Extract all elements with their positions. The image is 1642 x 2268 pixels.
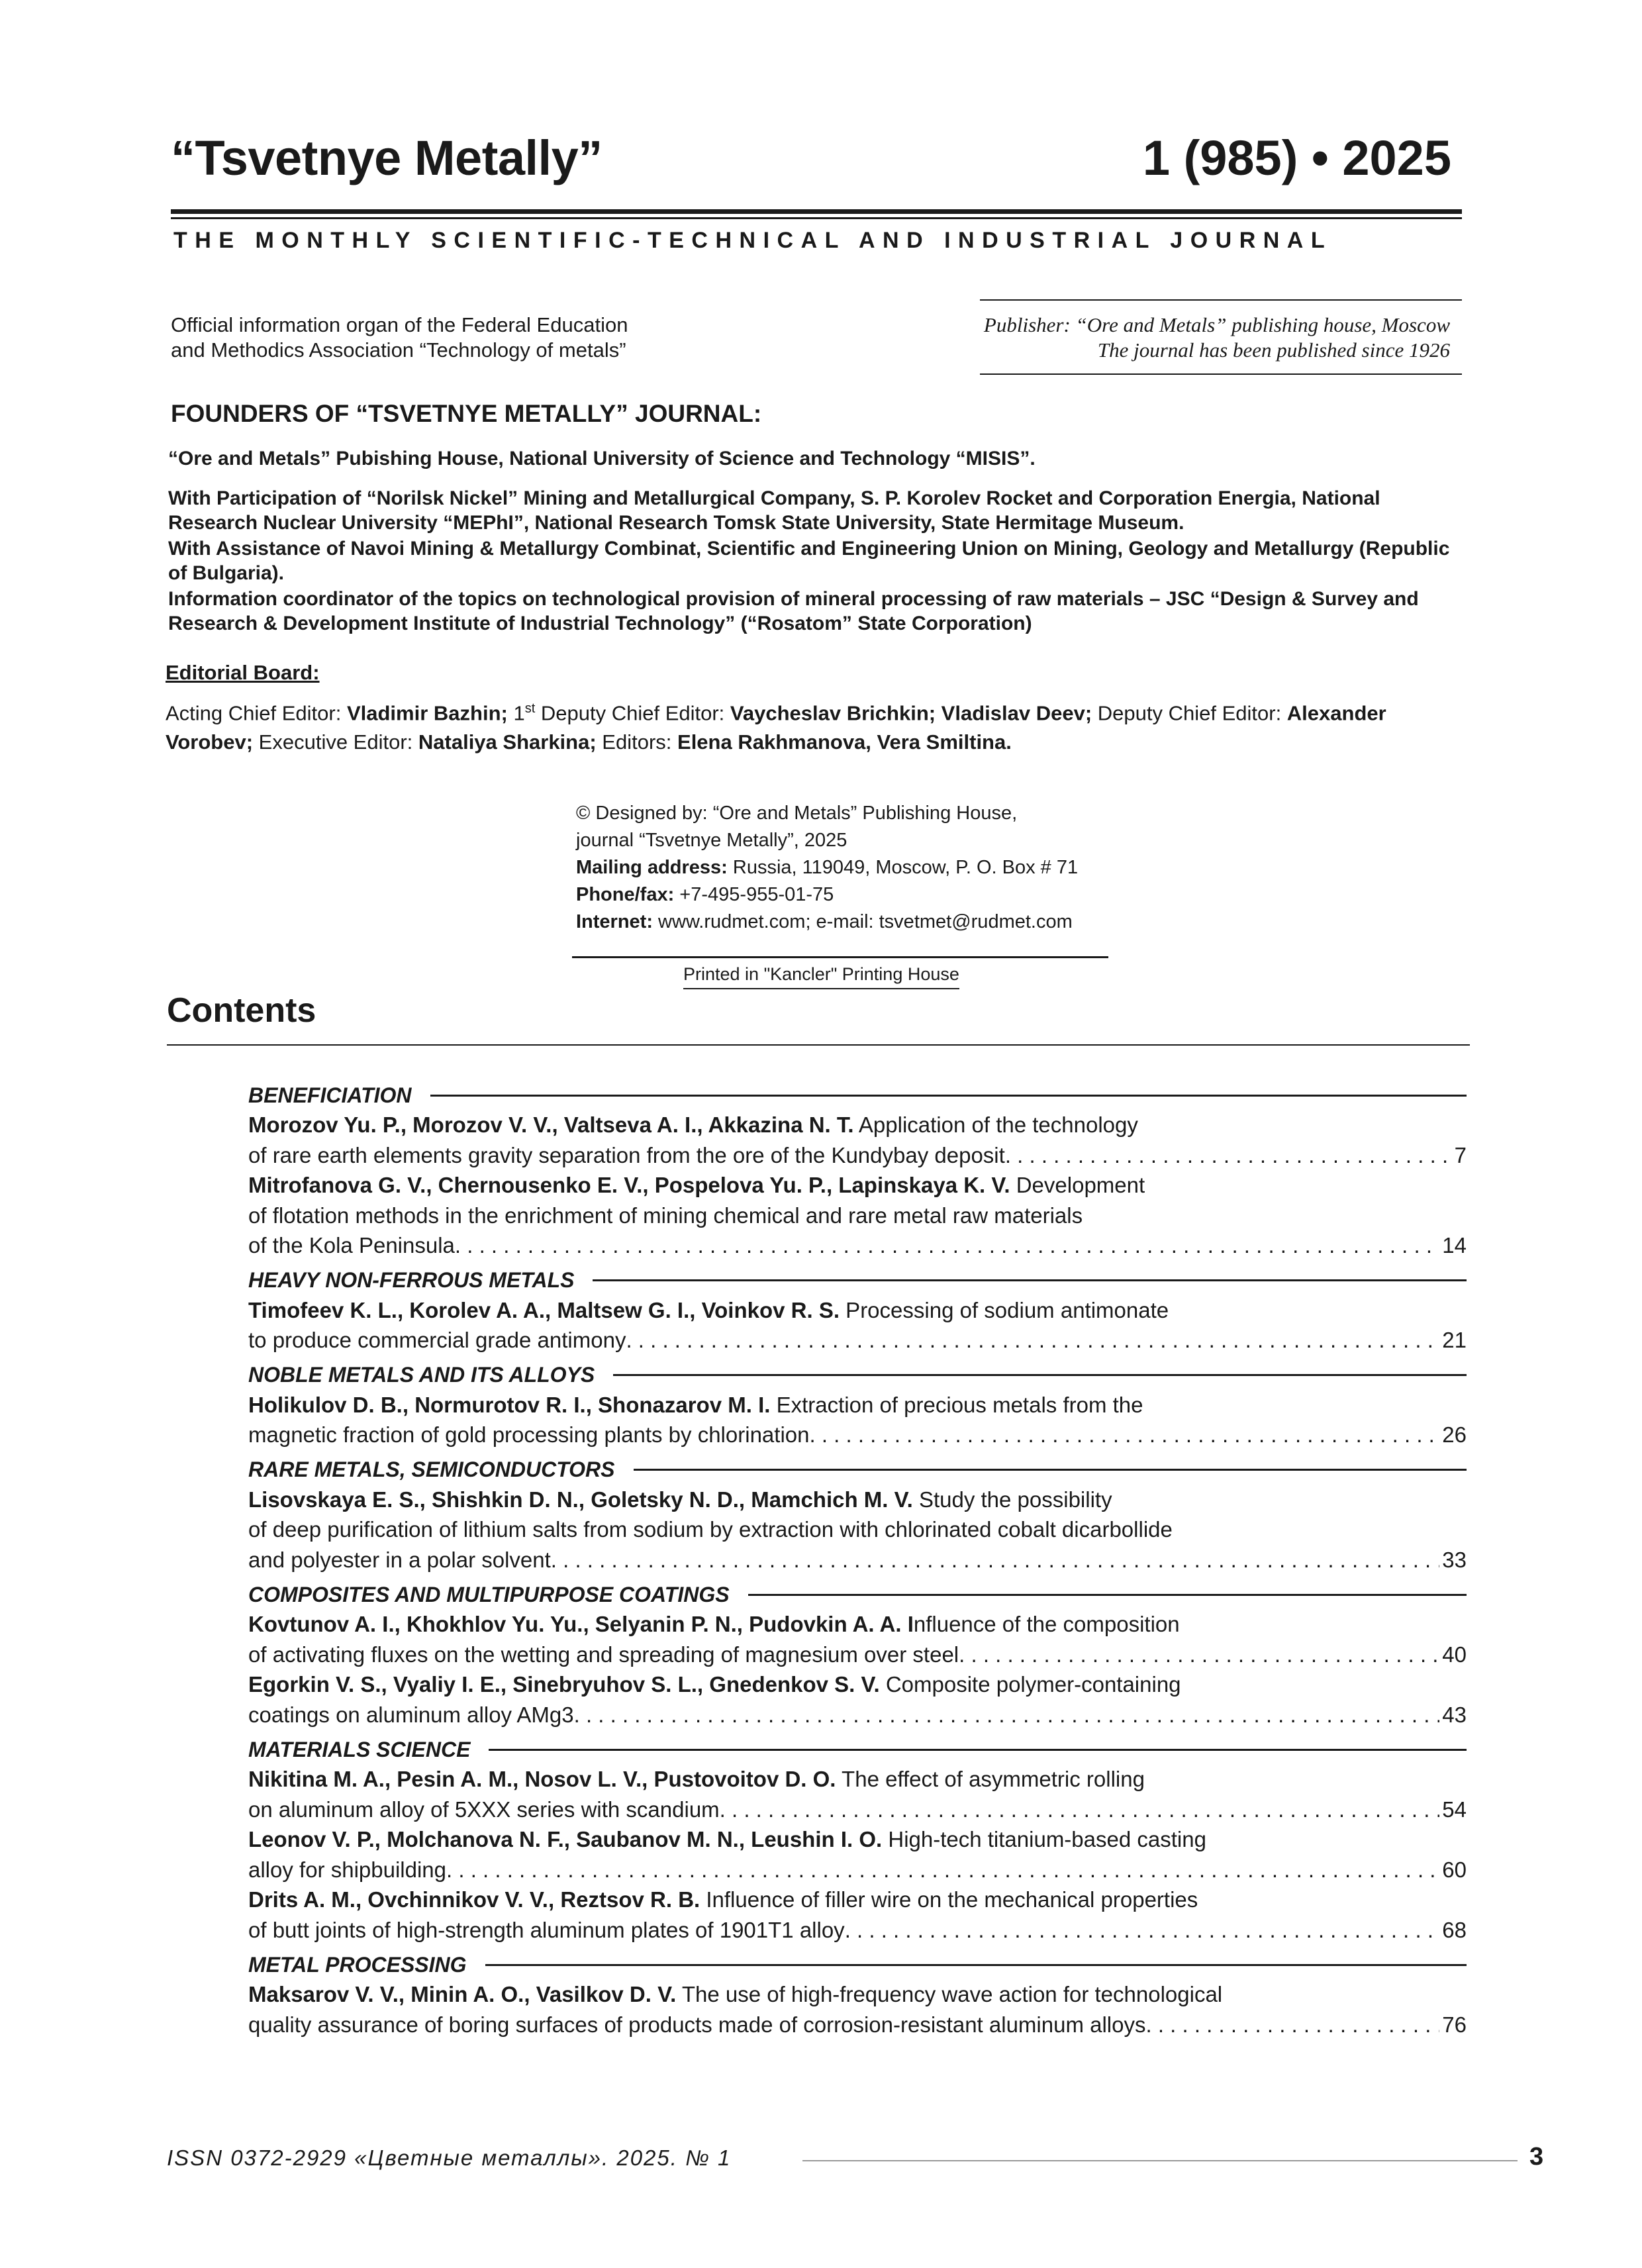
entry-title-start: Extraction of precious metals from the [770,1392,1143,1417]
entry-page-number: 14 [1442,1233,1467,1257]
mailing-label: Mailing address: [576,857,728,878]
entry-page-number: 26 [1442,1422,1467,1447]
section-title: METAL PROCESSING [248,1952,467,1977]
entry-title-end: alloy for shipbuilding [248,1857,447,1882]
mailing-address [576,854,1145,881]
masthead-rule-thin [171,217,1462,219]
section-rule [613,1374,1467,1376]
publisher-rule-bottom [980,373,1462,375]
entry-authors: Nikitina M. A., Pesin A. M., Nosov L. V., Pustovoitov D. O. [248,1767,836,1791]
publisher-line: The journal has been published since 1926 [1097,338,1450,362]
entry-last-line [248,1915,1467,1946]
entry-last-line [248,1420,1467,1450]
entry-last-line [248,1230,1467,1261]
entry-title-end: quality assurance of boring surfaces of products made of corrosion-resistant aluminum alloys [248,2012,1146,2037]
entry-page-number: 40 [1442,1642,1467,1667]
entry-title-line: of deep purification of lithium salts from sodium by extraction with chlorinated cobalt dicarbollide [248,1517,1173,1542]
entry-title-end: of the Kola Peninsula [248,1233,455,1257]
toc-section-heading [248,1081,1467,1110]
internet-label: Internet: [576,911,653,932]
entry-authors: Egorkin V. S., Vyaliy I. E., Sinebryuhov S. L., Gnedenkov S. V. [248,1672,880,1697]
footer-rule [802,2160,1518,2161]
editorial-board-text [166,694,1476,757]
toc-entry[interactable] [248,1485,1467,1575]
role-label: Deputy Chief Editor: [535,701,730,725]
section-rule [430,1095,1467,1097]
masthead-rule [171,209,1462,214]
page-number: 3 [1529,2143,1544,2171]
entry-first-line [248,1390,1467,1420]
entry-title-start: nfluence of the composition [913,1612,1180,1636]
role-label: Executive Editor: [258,730,418,754]
toc-entry[interactable] [248,1824,1467,1885]
entry-last-line [248,1700,1467,1730]
toc-entry[interactable] [248,1390,1467,1450]
entry-last-line [248,1325,1467,1356]
issue-number: 1 (985) • 2025 [1142,130,1451,185]
section-rule [593,1279,1467,1281]
dot-leader [845,1915,1440,1946]
official-info-line: Official information organ of the Federal Education [171,313,628,336]
role-label: Deputy Chief Editor: [1097,701,1287,725]
entry-page-number: 76 [1442,2012,1467,2037]
founders-paragraph: Information coordinator of the topics on technological provision of mineral processing of raw materials – JSC “Design & Survey and Research & Development Institute of Industrial Technology” (“Rosatom” State Corporation) [168,588,1419,634]
entry-first-line [248,1110,1467,1140]
section-rule [489,1749,1467,1751]
ordinal-suffix: st [524,701,536,716]
section-title: HEAVY NON-FERROUS METALS [248,1268,575,1292]
dot-leader [446,1855,1439,1885]
section-title: COMPOSITES AND MULTIPURPOSE COATINGS [248,1582,730,1606]
toc-entry[interactable] [248,1885,1467,1945]
entry-title-end: of rare earth elements gravity separation from the ore of the Kundybay deposit [248,1142,1005,1167]
section-title: BENEFICIATION [248,1083,412,1107]
entry-last-line [248,2010,1467,2040]
toc-section-heading [248,1455,1467,1485]
entry-title-end: magnetic fraction of gold processing plants by chlorination [248,1422,810,1447]
dot-leader [1145,2010,1439,2040]
founders-paragraph: “Ore and Metals” Pubishing House, National University of Science and Technology “MISIS”. [168,448,1036,469]
dot-leader [809,1420,1439,1450]
entry-title-end: to produce commercial grade antimony [248,1328,626,1352]
founders-paragraph: With Assistance of Navoi Mining & Metallurgy Combinat, Scientific and Engineering Union on Mining, Geology and Metallurgy (Republic of Bulgaria). [168,538,1450,584]
entry-authors: Kovtunov A. I., Khokhlov Yu. Yu., Selyanin P. N., Pudovkin A. A. I [248,1612,914,1636]
role-label: Acting Chief Editor: [166,701,347,725]
toc-entry[interactable] [248,1295,1467,1356]
toc-section-heading [248,1580,1467,1609]
entry-first-line [248,1295,1467,1326]
mailing-value: Russia, 119049, Moscow, P. O. Box # 71 [727,857,1079,878]
internet [576,909,1145,936]
entry-title-start: The use of high-frequency wave action for technological [676,1982,1223,2006]
entry-last-line [248,1140,1467,1171]
entry-title-end: on aluminum alloy of 5XXX series with scandium [248,1797,720,1822]
entry-title-end: coatings on aluminum alloy AMg3 [248,1702,574,1727]
official-info-line: and Methodics Association “Technology of metals” [171,338,626,362]
entry-authors: Morozov Yu. P., Morozov V. V., Valtseva A. I., Akkazina N. T. [248,1112,854,1137]
entry-title-start: High-tech titanium-based casting [882,1827,1206,1851]
entry-first-line [248,1824,1467,1855]
entry-authors: Drits A. M., Ovchinnikov V. V., Reztsov R. B. [248,1887,700,1912]
journal-title: “Tsvetnye Metally” [171,130,603,185]
founders-paragraph: With Participation of “Norilsk Nickel” Mining and Metallurgical Company, S. P. Korolev Rocket and Corporation Energia, National Research Nuclear University “MEPhI”, National Research Tomsk State University, State Hermitage Museum. [168,487,1380,534]
dot-leader [1005,1140,1452,1171]
entry-first-line [248,1979,1467,2010]
phone-fax [576,881,1145,909]
entry-title-end: and polyester in a polar solvent [248,1547,551,1572]
dot-leader [551,1545,1440,1575]
section-title: NOBLE METALS AND ITS ALLOYS [248,1363,595,1387]
toc-entry[interactable] [248,1609,1467,1669]
entry-last-line [248,1855,1467,1885]
entry-last-line [248,1640,1467,1670]
printed-by: Printed in "Kancler" Printing House [683,964,959,989]
toc-section-heading [248,1950,1467,1979]
entry-title-end: of butt joints of high-strength aluminum plates of 1901T1 alloy [248,1917,845,1942]
dot-leader [720,1795,1440,1825]
toc-entry[interactable] [248,1110,1467,1170]
entry-first-line [248,1170,1467,1201]
entry-authors: Timofeev K. L., Korolev A. A., Maltsew G. I., Voinkov R. S. [248,1297,840,1322]
section-rule [748,1594,1467,1596]
publisher-rule-top [980,299,1462,301]
section-title: RARE METALS, SEMICONDUCTORS [248,1457,615,1481]
dot-leader [455,1230,1439,1261]
publisher-line: Publisher: “Ore and Metals” publishing house, Moscow [983,313,1450,336]
footer-issn: ISSN 0372-2929 «Цветные металлы». 2025. № 1 [167,2145,732,2170]
colophon [576,800,1145,936]
entry-page-number: 7 [1454,1142,1467,1167]
phone-label: Phone/fax: [576,884,675,905]
toc-entry[interactable] [248,1669,1467,1730]
role-label: Editors: [602,730,678,754]
editor-name: Vaycheslav Brichkin; Vladislav Deev; [730,701,1098,725]
entry-title-start: The effect of asymmetric rolling [836,1767,1145,1791]
table-of-contents [248,1081,1467,2040]
entry-page-number: 43 [1442,1702,1467,1727]
founders-heading: FOUNDERS OF “TSVETNYE METALLY” JOURNAL: [171,400,762,427]
contents-heading: Contents [167,991,316,1030]
entry-title-start: Processing of sodium antimonate [840,1297,1169,1322]
entry-first-line [248,1669,1467,1700]
section-title: MATERIALS SCIENCE [248,1737,471,1761]
toc-section-heading [248,1361,1467,1390]
toc-section-heading [248,1735,1467,1764]
toc-entry[interactable] [248,1170,1467,1261]
entry-title-start: Development [1010,1173,1145,1197]
entry-page-number: 68 [1442,1917,1467,1942]
phone-value: +7-495-955-01-75 [674,884,834,905]
entry-first-line [248,1764,1467,1795]
dot-leader [574,1700,1440,1730]
colophon-rule [572,956,1108,958]
entry-authors: Leonov V. P., Molchanova N. F., Saubanov M. N., Leushin I. O. [248,1827,883,1851]
entry-first-line [248,1885,1467,1915]
entry-title-start: Application of the technology [853,1112,1138,1137]
dot-leader [626,1325,1439,1356]
entry-first-line [248,1609,1467,1640]
entry-title-line: of flotation methods in the enrichment of mining chemical and rare metal raw materials [248,1203,1083,1228]
entry-authors: Holikulov D. B., Normurotov R. I., Shonazarov M. I. [248,1392,771,1417]
dot-leader [959,1640,1439,1670]
editor-name: Vladimir Bazhin; [346,701,514,725]
colophon-line: journal “Tsvetnye Metally”, 2025 [576,830,847,851]
entry-page-number: 60 [1442,1857,1467,1882]
editor-name: Elena Rakhmanova, Vera Smiltina. [677,730,1012,754]
editorial-board-heading: Editorial Board: [166,661,320,684]
entry-last-line [248,1545,1467,1575]
toc-entry[interactable] [248,1979,1467,2040]
entry-page-number: 21 [1442,1328,1467,1352]
entry-page-number: 33 [1442,1547,1467,1572]
publisher-info [947,313,1450,363]
internet-value: www.rudmet.com; e-mail: tsvetmet@rudmet.com [653,911,1073,932]
contents-rule [167,1044,1470,1046]
editor-name: Alexander Vorobev; [166,701,1386,754]
official-info [171,313,767,363]
colophon-line: © Designed by: “Ore and Metals” Publishing House, [576,803,1018,824]
toc-entry[interactable] [248,1764,1467,1824]
editor-name: Nataliya Sharkina; [418,730,603,754]
entry-title-end: of activating fluxes on the wetting and spreading of magnesium over steel [248,1642,959,1667]
section-rule [485,1964,1467,1966]
journal-subtitle: THE MONTHLY SCIENTIFIC-TECHNICAL AND INDUSTRIAL JOURNAL [173,228,1333,253]
entry-title-start: Study the possibility [912,1487,1112,1512]
entry-page-number: 54 [1442,1797,1467,1822]
entry-last-line [248,1795,1467,1825]
section-rule [634,1469,1467,1471]
entry-title-start: Composite polymer-containing [879,1672,1181,1697]
toc-section-heading [248,1266,1467,1295]
entry-authors: Mitrofanova G. V., Chernousenko E. V., Pospelova Yu. P., Lapinskaya K. V. [248,1173,1010,1197]
role-label: 1 [513,701,525,725]
entry-first-line [248,1485,1467,1515]
entry-authors: Maksarov V. V., Minin A. O., Vasilkov D. V. [248,1982,677,2006]
entry-title-start: Influence of filler wire on the mechanical properties [700,1887,1198,1912]
entry-authors: Lisovskaya E. S., Shishkin D. N., Goletsky N. D., Mamchich M. V. [248,1487,913,1512]
